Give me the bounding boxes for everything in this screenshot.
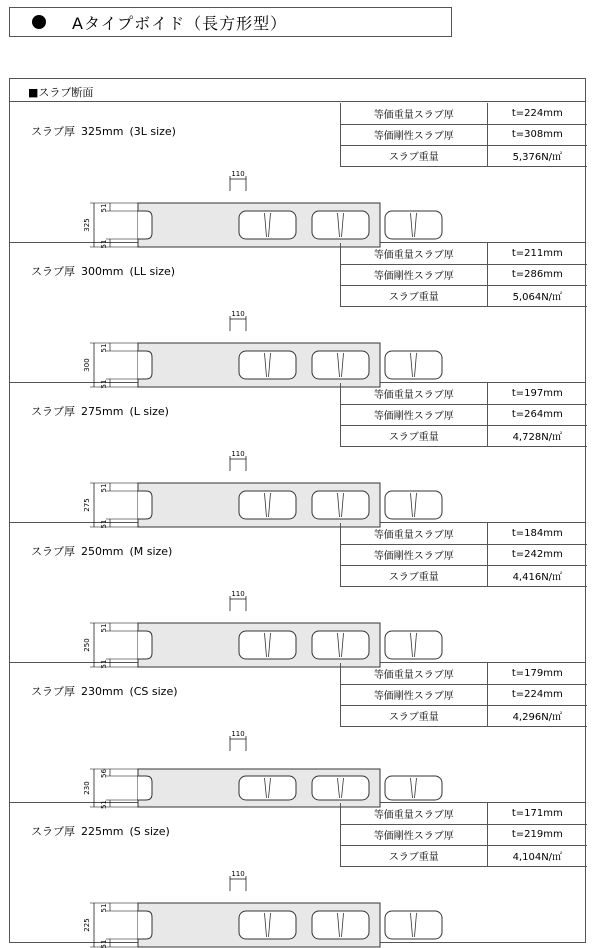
table-row — [341, 383, 588, 404]
void-cell — [239, 776, 296, 800]
eq-rigidity-value: t=264mm — [487, 404, 587, 425]
table-row — [341, 523, 588, 544]
eq-weight-label: 等価重量スラブ厚 — [341, 523, 488, 544]
void-width-dim: 110 — [231, 170, 245, 178]
eq-weight-value: t=184mm — [487, 523, 587, 544]
slab-section — [10, 523, 585, 669]
slab-label — [31, 823, 176, 839]
slab-section — [10, 243, 585, 389]
void-cell — [138, 911, 152, 939]
void-cell — [138, 351, 152, 379]
eq-weight-label: 等価重量スラブ厚 — [341, 383, 488, 404]
page-title: Aタイプボイド（長方形型） — [72, 13, 288, 33]
void-width-dim: 110 — [231, 590, 245, 598]
slab-cross-section-drawing — [70, 699, 390, 809]
slab-weight-label: スラブ重量 — [341, 705, 488, 726]
table-row — [341, 103, 588, 124]
eq-rigidity-value: t=286mm — [487, 264, 587, 285]
top-cover-dim: 51 — [100, 623, 108, 633]
void-cell — [385, 351, 442, 379]
slab-section — [10, 383, 585, 529]
bottom-cover-dim: 51 — [100, 800, 108, 809]
table-row — [341, 803, 588, 824]
total-thickness-dim: 225 — [83, 918, 91, 932]
total-thickness-dim: 325 — [83, 218, 91, 232]
slab-label — [31, 263, 181, 279]
eq-rigidity-value: t=224mm — [487, 684, 587, 705]
slab-size: (LL size) — [129, 265, 176, 278]
slab-weight-value: 4,104N/㎡ — [487, 845, 587, 866]
slab-weight-label: スラブ重量 — [341, 565, 488, 586]
void-cell — [138, 631, 152, 659]
slab-prefix: スラブ厚 — [31, 405, 75, 418]
eq-rigidity-label: 等価剛性スラブ厚 — [341, 404, 488, 425]
section-header: ■スラブ断面 — [10, 79, 585, 102]
slab-section — [10, 103, 585, 249]
total-thickness-dim: 250 — [83, 638, 91, 652]
slab-svg — [70, 839, 390, 948]
top-cover-dim: 51 — [100, 343, 108, 353]
eq-weight-label: 等価重量スラブ厚 — [341, 103, 488, 124]
eq-rigidity-value: t=219mm — [487, 824, 587, 845]
slab-size: (3L size) — [129, 125, 176, 138]
void-width-dim: 110 — [231, 730, 245, 738]
void-width-dim: 110 — [231, 450, 245, 458]
void-cell — [385, 631, 442, 659]
void-width-dim: 110 — [231, 310, 245, 318]
slab-cross-section-drawing — [70, 279, 390, 389]
slab-section — [10, 803, 585, 948]
eq-rigidity-value: t=242mm — [487, 544, 587, 565]
eq-rigidity-label: 等価剛性スラブ厚 — [341, 264, 488, 285]
top-cover-dim: 51 — [100, 903, 108, 913]
total-thickness-dim: 300 — [83, 358, 91, 372]
table-row — [341, 243, 588, 264]
eq-rigidity-label: 等価剛性スラブ厚 — [341, 684, 488, 705]
void-cell — [385, 911, 442, 939]
slab-weight-value: 4,416N/㎡ — [487, 565, 587, 586]
slab-cross-section-drawing — [70, 419, 390, 529]
eq-rigidity-value: t=308mm — [487, 124, 587, 145]
slab-thickness: 230mm — [81, 685, 124, 698]
slab-label — [31, 543, 178, 559]
void-cell — [239, 211, 296, 239]
void-cell — [239, 631, 296, 659]
slab-section — [10, 663, 585, 809]
total-thickness-dim: 275 — [83, 498, 91, 512]
slab-weight-value: 5,064N/㎡ — [487, 285, 587, 306]
top-cover-dim: 51 — [100, 203, 108, 213]
slab-svg — [70, 559, 390, 669]
eq-weight-value: t=179mm — [487, 663, 587, 684]
eq-weight-value: t=171mm — [487, 803, 587, 824]
eq-rigidity-label: 等価剛性スラブ厚 — [341, 124, 488, 145]
eq-rigidity-label: 等価剛性スラブ厚 — [341, 544, 488, 565]
bullet-icon — [32, 15, 46, 29]
bottom-cover-dim: 51 — [100, 519, 108, 529]
slab-size: (CS size) — [129, 685, 178, 698]
void-cell — [312, 631, 369, 659]
slab-svg — [70, 279, 390, 389]
eq-weight-label: 等価重量スラブ厚 — [341, 663, 488, 684]
slab-cross-section-drawing — [70, 139, 390, 249]
bottom-cover-dim: 51 — [100, 939, 108, 948]
slab-prefix: スラブ厚 — [31, 265, 75, 278]
bottom-cover-dim: 51 — [100, 659, 108, 669]
slab-svg — [70, 419, 390, 529]
page-title-box — [9, 7, 452, 37]
void-cell — [385, 776, 442, 800]
slab-weight-label: スラブ重量 — [341, 845, 488, 866]
slab-weight-label: スラブ重量 — [341, 425, 488, 446]
total-thickness-dim: 230 — [83, 781, 91, 795]
slab-thickness: 300mm — [81, 265, 124, 278]
top-cover-dim: 51 — [100, 483, 108, 493]
slab-prefix: スラブ厚 — [31, 125, 75, 138]
slab-svg — [70, 699, 390, 809]
eq-rigidity-label: 等価剛性スラブ厚 — [341, 824, 488, 845]
void-cell — [138, 211, 152, 239]
slab-weight-value: 4,728N/㎡ — [487, 425, 587, 446]
slab-cross-section-drawing — [70, 839, 390, 948]
void-cell — [312, 491, 369, 519]
slab-thickness: 325mm — [81, 125, 124, 138]
table-row — [341, 663, 588, 684]
slab-thickness: 275mm — [81, 405, 124, 418]
slab-size: (S size) — [129, 825, 170, 838]
slab-size: (L size) — [129, 405, 169, 418]
slab-size: (M size) — [129, 545, 173, 558]
void-cell — [312, 911, 369, 939]
slab-svg — [70, 139, 390, 249]
eq-weight-value: t=197mm — [487, 383, 587, 404]
slab-label — [31, 123, 182, 139]
void-cell — [239, 491, 296, 519]
slab-prefix: スラブ厚 — [31, 825, 75, 838]
slab-cross-section-drawing — [70, 559, 390, 669]
void-cell — [239, 911, 296, 939]
bottom-cover-dim: 51 — [100, 239, 108, 249]
void-cell — [138, 491, 152, 519]
slab-section-frame — [9, 78, 586, 948]
bottom-cover-dim: 51 — [100, 379, 108, 389]
slab-weight-value: 4,296N/㎡ — [487, 705, 587, 726]
slab-prefix: スラブ厚 — [31, 545, 75, 558]
top-cover-dim: 56 — [100, 769, 108, 778]
slab-label — [31, 403, 175, 419]
void-cell — [312, 776, 369, 800]
void-cell — [138, 776, 152, 800]
void-cell — [385, 491, 442, 519]
slab-label — [31, 683, 184, 699]
slab-weight-value: 5,376N/㎡ — [487, 145, 587, 166]
eq-weight-label: 等価重量スラブ厚 — [341, 803, 488, 824]
eq-weight-label: 等価重量スラブ厚 — [341, 243, 488, 264]
eq-weight-value: t=224mm — [487, 103, 587, 124]
slab-thickness: 225mm — [81, 825, 124, 838]
void-cell — [312, 351, 369, 379]
eq-weight-value: t=211mm — [487, 243, 587, 264]
slab-weight-label: スラブ重量 — [341, 285, 488, 306]
slab-weight-label: スラブ重量 — [341, 145, 488, 166]
void-cell — [385, 211, 442, 239]
slab-thickness: 250mm — [81, 545, 124, 558]
slab-prefix: スラブ厚 — [31, 685, 75, 698]
void-width-dim: 110 — [231, 870, 245, 878]
void-cell — [239, 351, 296, 379]
void-cell — [312, 211, 369, 239]
